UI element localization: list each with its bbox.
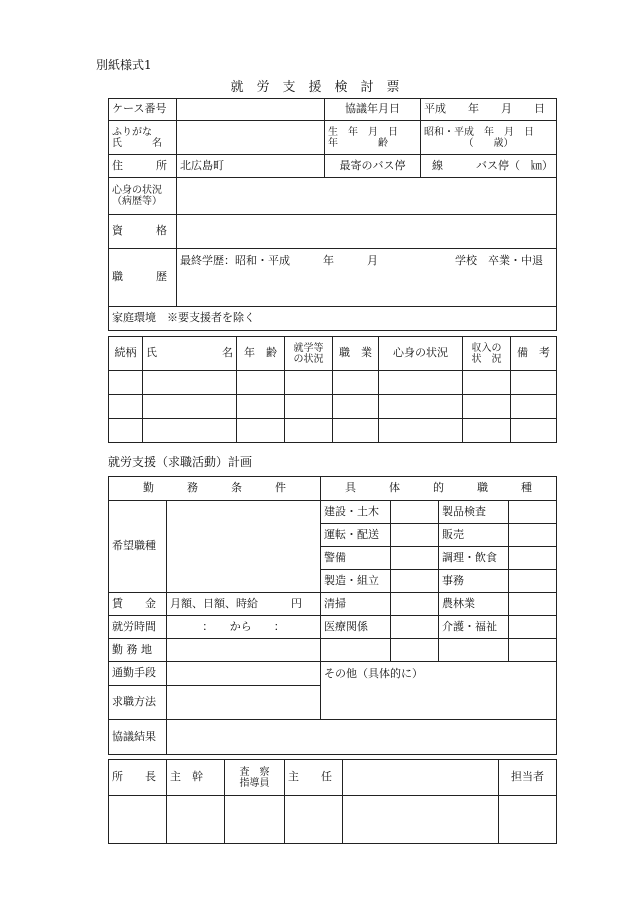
commute-field[interactable] [167,662,321,686]
workplace-label: 勤 務 地 [109,639,167,662]
family-cell[interactable] [285,395,333,419]
hours-label: 就労時間 [109,616,167,639]
job-blank-left[interactable] [321,639,391,662]
career-label: 職 歴 [109,249,177,307]
family-cell[interactable] [109,395,143,419]
family-cell[interactable] [237,419,285,443]
family-header-name [143,337,237,371]
supervisor-stamp[interactable] [285,796,343,844]
commute-label: 通勤手段 [109,662,167,686]
job-right-4: 農林業 [439,593,509,616]
job-right-5: 介護・福祉 [439,616,509,639]
address-field[interactable]: 北広島町 [177,155,325,178]
family-cell[interactable] [143,371,237,395]
family-cell[interactable] [109,371,143,395]
chief-stamp[interactable] [167,796,225,844]
family-header-school-1: 就学等 [293,342,324,354]
family-cell[interactable] [333,395,379,419]
kyogi-date-label: 協議年月日 [325,99,421,121]
birth-label: 生 年 月 日 [328,126,398,138]
job-right-0: 製品検査 [439,501,509,524]
inspector-label [225,760,285,796]
job-left-3: 製造・組立 [321,570,391,593]
bus-stop-field[interactable]: 線 バス停（ ㎞） [421,155,557,178]
family-row [109,395,557,419]
form-number: 別紙様式1 [96,58,152,72]
address-label: 住 所 [109,155,177,178]
job-blank-left-check[interactable] [391,639,439,662]
job-left-3-check[interactable] [391,570,439,593]
family-row [109,371,557,395]
hours-field[interactable]: ： から ： [167,616,321,639]
wage-field[interactable]: 月額、日額、時給 円 [167,593,321,616]
job-right-2-check[interactable] [509,547,557,570]
qualification-field[interactable] [177,215,557,249]
kibou-field[interactable] [167,501,321,593]
job-left-1-check[interactable] [391,524,439,547]
job-left-4-check[interactable] [391,593,439,616]
director-label: 所 長 [109,760,167,796]
inspector-label-2: 指導員 [239,777,270,789]
inspector-stamp[interactable] [225,796,285,844]
family-cell[interactable] [143,419,237,443]
chief-label: 主 幹 [167,760,225,796]
job-blank-right[interactable] [439,639,509,662]
family-header-health: 心身の状況 [379,337,463,371]
family-header-income-1: 収入の [471,342,502,354]
job-left-0: 建設・土木 [321,501,391,524]
health-label-line1: 心身の状況 [112,185,162,196]
family-header-name-2: 名 [222,346,233,360]
birth-age-label-cell [325,121,421,155]
job-right-0-check[interactable] [509,501,557,524]
family-header-income-2: 状 況 [471,353,502,365]
approval-blank-stamp[interactable] [343,796,499,844]
family-cell[interactable] [379,395,463,419]
job-right-4-check[interactable] [509,593,557,616]
job-right-1-check[interactable] [509,524,557,547]
caseworker-label: 担当者 [499,760,557,796]
job-left-4: 清掃 [321,593,391,616]
supervisor-label: 主 任 [285,760,343,796]
family-cell[interactable] [379,419,463,443]
job-left-2-check[interactable] [391,547,439,570]
qualification-label: 資 格 [109,215,177,249]
conditions-header: 勤 務 条 件 [109,477,321,501]
name-label-cell [109,121,177,155]
workplace-field[interactable] [167,639,321,662]
form-title: 就 労 支 援 検 討 票 [230,80,400,95]
job-right-3-check[interactable] [509,570,557,593]
family-cell[interactable] [511,371,557,395]
job-blank-right-check[interactable] [509,639,557,662]
plan-section-label: 就労支援（求職活動）計画 [108,455,253,469]
job-right-2: 調理・飲食 [439,547,509,570]
family-header-school-2: の状況 [293,353,324,365]
family-cell[interactable] [333,371,379,395]
applicant-info-table [108,98,557,331]
job-left-1: 運転・配送 [321,524,391,547]
job-left-5: 医療関係 [321,616,391,639]
job-right-1: 販売 [439,524,509,547]
furigana-label: ふりがな [112,126,152,138]
bus-stop-label: 最寄のバス停 [325,155,421,178]
family-table [108,336,557,443]
family-cell[interactable] [511,419,557,443]
job-search-method-label: 求職方法 [109,686,167,720]
family-cell[interactable] [511,395,557,419]
employment-plan-table [108,476,557,755]
birth-age-field[interactable] [421,121,557,155]
job-left-2: 警備 [321,547,391,570]
approval-blank [343,760,499,796]
family-cell[interactable] [463,371,511,395]
age-label: 年 齢 [328,137,388,149]
family-cell[interactable] [379,371,463,395]
result-label: 協議結果 [109,720,167,755]
job-right-5-check[interactable] [509,616,557,639]
family-header-income [463,337,511,371]
job-right-3: 事務 [439,570,509,593]
inspector-label-1: 査 察 [239,766,270,778]
wage-label: 賃 金 [109,593,167,616]
health-label-cell [109,178,177,215]
family-header-job: 職 業 [333,337,379,371]
birth-value: 昭和・平成 年 月 日 [424,126,534,138]
case-number-field[interactable] [177,99,325,121]
approval-table [108,759,557,844]
family-header-age: 年 齢 [237,337,285,371]
family-cell[interactable] [237,395,285,419]
case-number-label: ケース番号 [109,99,177,121]
family-header-note: 備 考 [511,337,557,371]
family-cell[interactable] [237,371,285,395]
health-label-line2: （病歴等） [112,196,162,207]
kyogi-date-field[interactable]: 平成 年 月 日 [421,99,557,121]
family-cell[interactable] [463,419,511,443]
family-label: 家庭環境 ※要支援者を除く [109,307,557,331]
result-field[interactable] [167,720,557,755]
caseworker-stamp[interactable] [499,796,557,844]
career-field[interactable]: 最終学歴：昭和・平成 年 月 学校 卒業・中退 [177,249,557,307]
family-header-name-1: 氏 [146,346,157,360]
family-cell[interactable] [109,419,143,443]
job-left-5-check[interactable] [391,616,439,639]
director-stamp[interactable] [109,796,167,844]
job-types-header: 具 体 的 職 種 [321,477,557,501]
health-field[interactable] [177,178,557,215]
family-header-relation: 続柄 [109,337,143,371]
job-search-method-field[interactable] [167,686,321,720]
family-cell[interactable] [333,419,379,443]
other-field[interactable]: その他（具体的に） [321,662,557,720]
age-value: （ 歳） [463,137,514,149]
family-cell[interactable] [285,419,333,443]
family-cell[interactable] [143,395,237,419]
family-header-school [285,337,333,371]
family-cell[interactable] [463,395,511,419]
family-row [109,419,557,443]
name-label: 氏 名 [112,137,162,149]
name-field[interactable] [177,121,325,155]
kibou-label: 希望職種 [109,501,167,593]
job-left-0-check[interactable] [391,501,439,524]
family-cell[interactable] [285,371,333,395]
